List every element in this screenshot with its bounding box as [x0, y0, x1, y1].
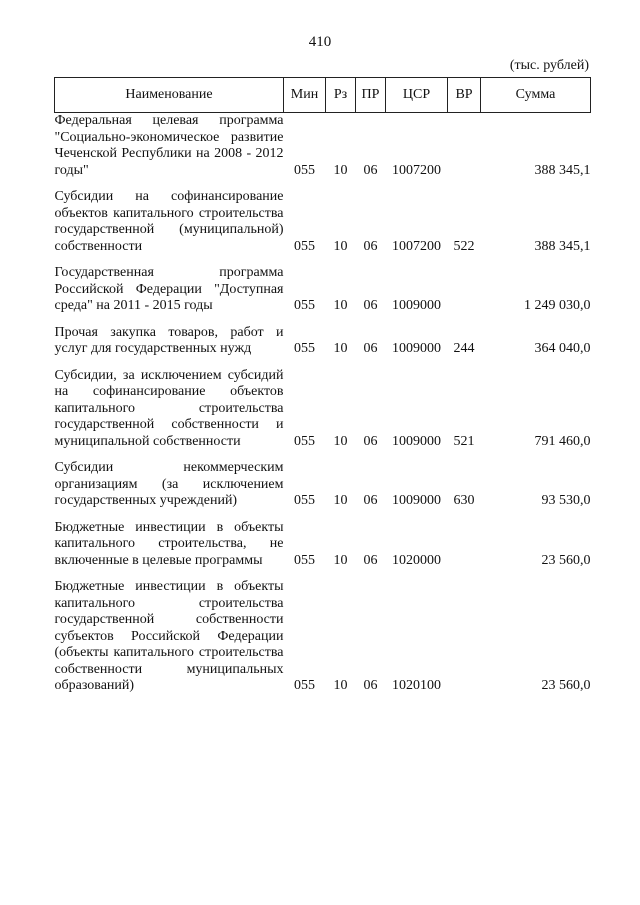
- row-vr: 244: [453, 341, 475, 356]
- budget-table: [54, 77, 591, 695]
- row-pr: 06: [363, 552, 378, 568]
- units-label: (тыс. рублей): [509, 58, 589, 73]
- page-number: 410: [308, 34, 332, 50]
- table-row: [55, 460, 591, 510]
- row-min: 055: [294, 341, 315, 356]
- header-sum: Сумма: [481, 78, 591, 113]
- row-name: Субсидии некоммерческим организациям (за исключением государственных учреждений): [54, 460, 284, 508]
- row-csr: 1009000: [392, 493, 441, 508]
- row-csr: 1009000: [392, 433, 441, 449]
- row-name: Федеральная целевая программа "Социально-экономическое развитие Чеченской Республики на 2008 - 2012 годы": [54, 113, 284, 178]
- header-name: Наименование: [55, 78, 284, 113]
- table-row: [55, 265, 591, 315]
- row-name: Субсидии на софинансирование объектов капитального строительства государственной (муниципальной) собственности: [54, 189, 284, 254]
- row-sum: 388 345,1: [534, 238, 591, 254]
- row-name: Бюджетные инвестиции в объекты капитального строительства, не включенные в целевые программы: [54, 519, 284, 568]
- row-min: 055: [294, 552, 315, 568]
- row-min: 055: [294, 162, 315, 178]
- row-csr: 1009000: [392, 298, 441, 313]
- header-csr: ЦСР: [386, 78, 448, 113]
- row-name: Прочая закупка товаров, работ и услуг для государственных нужд: [54, 324, 284, 356]
- row-csr: 1007200: [392, 162, 441, 178]
- row-min: 055: [294, 238, 315, 254]
- row-vr: 521: [453, 433, 475, 449]
- table-row: [55, 579, 591, 695]
- row-rz: 10: [333, 493, 348, 508]
- table-row: [55, 189, 591, 255]
- row-rz: 10: [333, 433, 348, 449]
- header-vr: ВР: [448, 78, 481, 113]
- row-sum: 388 345,1: [534, 162, 591, 178]
- row-min: 055: [294, 678, 315, 693]
- row-min: 055: [294, 298, 315, 313]
- row-pr: 06: [363, 493, 378, 508]
- table-row: [55, 520, 591, 570]
- row-vr: [448, 265, 481, 315]
- table-row: [55, 113, 591, 180]
- row-name: Субсидии, за исключением субсидий на софинансирование объектов капитального строительства государственной собственности и муниципальной собственности: [54, 367, 284, 449]
- row-pr: 06: [363, 433, 378, 449]
- row-sum: 791 460,0: [534, 433, 591, 449]
- row-vr: [448, 113, 481, 180]
- row-csr: 1020100: [392, 678, 441, 693]
- row-sum: 364 040,0: [534, 341, 591, 356]
- row-csr: 1007200: [392, 238, 441, 254]
- row-min: 055: [294, 493, 315, 508]
- row-csr: 1009000: [392, 341, 441, 356]
- row-rz: 10: [333, 341, 348, 356]
- row-sum: 93 530,0: [541, 493, 591, 508]
- row-vr: [448, 579, 481, 695]
- row-rz: 10: [333, 678, 348, 693]
- row-pr: 06: [363, 678, 378, 693]
- row-rz: 10: [333, 238, 348, 254]
- row-name: Государственная программа Российской Федерации "Доступная среда" на 2011 - 2015 годы: [54, 265, 284, 313]
- table-body: [55, 113, 591, 695]
- row-sum: 1 249 030,0: [524, 298, 591, 313]
- header-rz: Рз: [326, 78, 356, 113]
- row-vr: 630: [453, 493, 475, 508]
- row-csr: 1020000: [392, 552, 441, 568]
- row-rz: 10: [333, 298, 348, 313]
- table-row: [55, 368, 591, 451]
- table-row: [55, 325, 591, 358]
- row-pr: 06: [363, 341, 378, 356]
- header-min: Мин: [284, 78, 326, 113]
- row-pr: 06: [363, 162, 378, 178]
- row-name: Бюджетные инвестиции в объекты капитального строительства государственной собственности субъектов Российской Федерации (объекты капитального строительства собственности муниципальных образований): [54, 579, 284, 693]
- row-sum: 23 560,0: [541, 552, 591, 568]
- row-min: 055: [294, 433, 315, 449]
- table-header-row: [55, 78, 591, 113]
- row-vr: 522: [453, 238, 475, 254]
- header-pr: ПР: [356, 78, 386, 113]
- row-vr: [448, 520, 481, 570]
- row-rz: 10: [333, 552, 348, 568]
- row-pr: 06: [363, 298, 378, 313]
- row-rz: 10: [333, 162, 348, 178]
- row-sum: 23 560,0: [541, 678, 591, 693]
- row-pr: 06: [363, 238, 378, 254]
